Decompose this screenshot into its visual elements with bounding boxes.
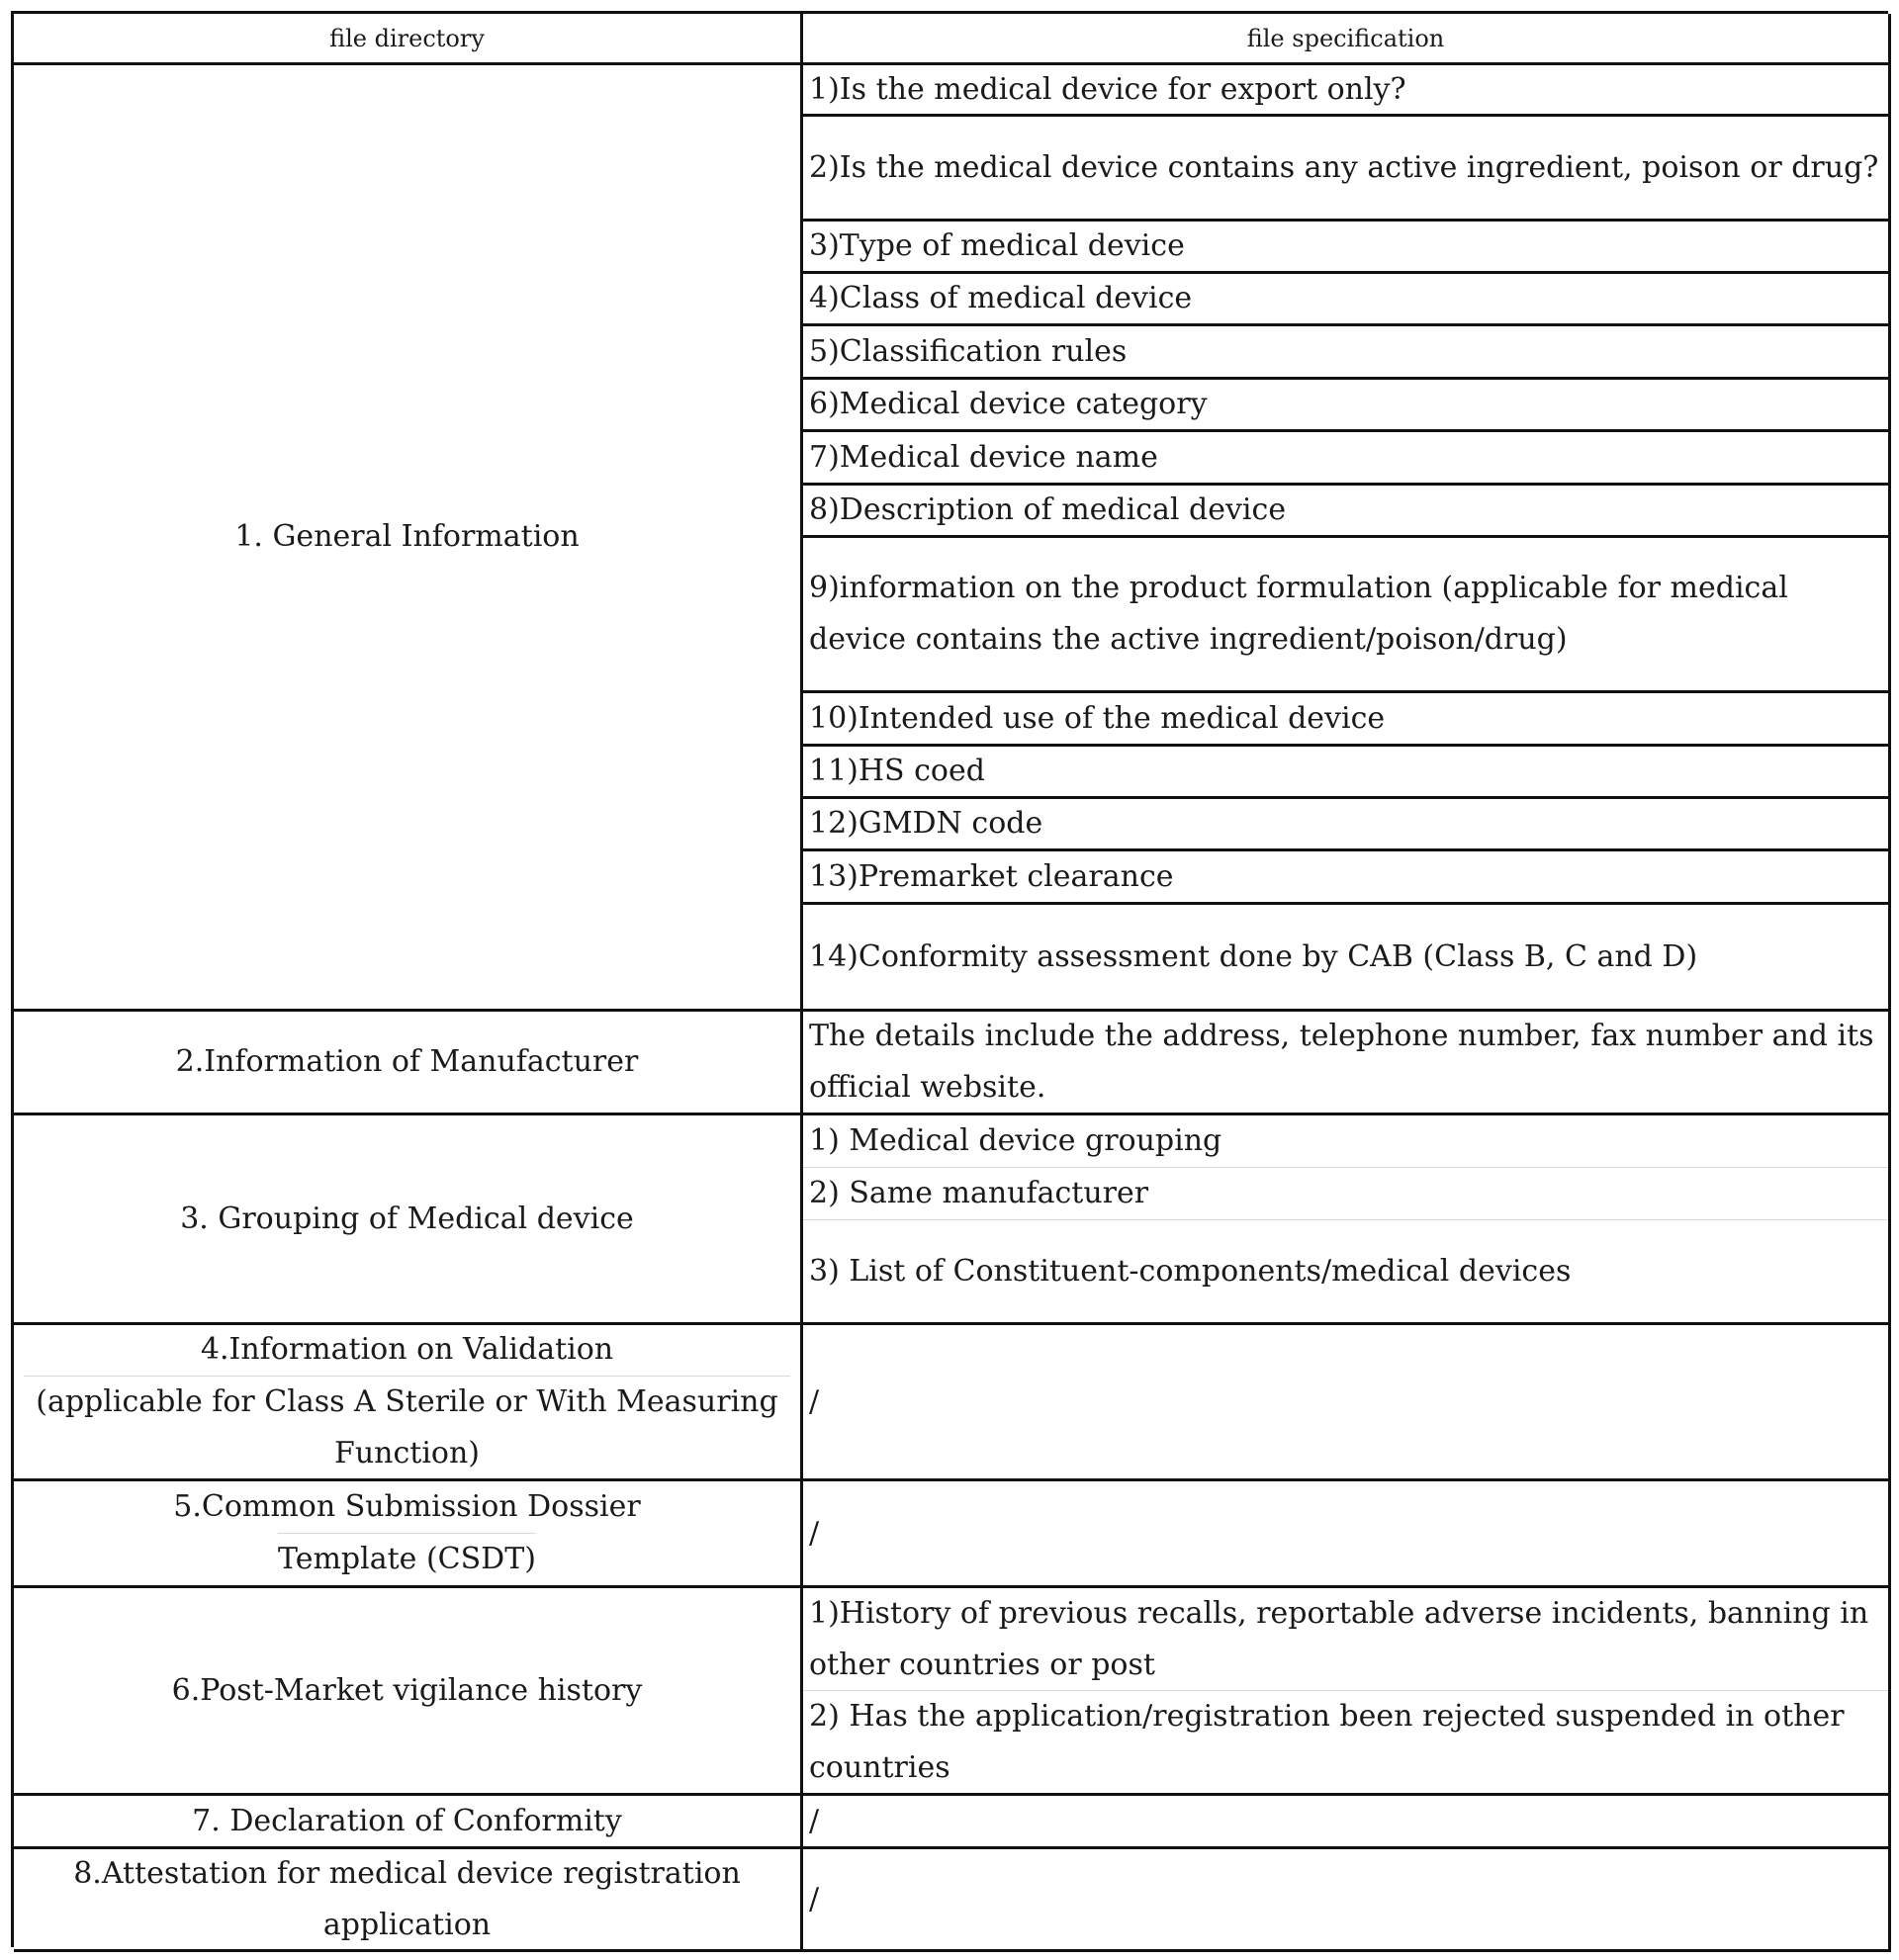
spec-item: 10)Intended use of the medical device [803,693,1888,747]
spec-item: 2)Is the medical device contains any active ingredient, poison or drug? [803,117,1888,222]
directory-information-of-manufacturer [14,1012,803,1115]
spec-item: 3) List of Constituent-components/medical devices [809,1253,1572,1289]
file-table [11,11,1888,1947]
spec-item: 8)Description of medical device [803,486,1888,538]
spec-item: 1)Is the medical device for export only? [803,65,1888,117]
directory-label: 2.Information of Manufacturer [175,1044,639,1079]
directory-grouping-of-medical-device [14,1115,803,1325]
spec-item: 4)Class of medical device [803,274,1888,326]
spec-item: 7)Medical device name [803,432,1888,486]
directory-sublabel: Template (CSDT) [278,1533,536,1585]
spec-attestation-empty: / [803,1849,1891,1952]
directory-csdt [14,1481,803,1588]
spec-declaration-empty: / [803,1796,1891,1849]
directory-post-market-vigilance [14,1588,803,1796]
spec-item: 2) Same manufacturer [803,1168,1888,1220]
spec-csdt-empty: / [803,1481,1891,1588]
directory-general-information [14,65,803,1012]
directory-sublabel: (applicable for Class A Sterile or With Measuring Function) [24,1376,790,1479]
spec-item: 1) Medical device grouping [803,1115,1888,1168]
directory-label: 5.Common Submission Dossier [173,1489,641,1524]
directory-label: 4.Information on Validation [200,1332,614,1367]
spec-general-information [803,65,1891,1012]
directory-label: 1. General Information [234,519,580,554]
spec-item: 3)Type of medical device [803,222,1888,274]
spec-item: 5)Classification rules [803,326,1888,380]
header-file-specification: file specification [803,14,1891,65]
spec-item: 9)information on the product formulation (applicable for medical device contains the active ingredient/poison/drug) [803,538,1888,693]
spec-grouping-of-medical-device [803,1115,1891,1325]
directory-declaration-of-conformity [14,1796,803,1849]
spec-item: 6)Medical device category [803,380,1888,432]
spec-item: 14)Conformity assessment done by CAB (Class B, C and D) [809,938,1698,974]
directory-label: 7. Declaration of Conformity [192,1803,622,1838]
directory-label: 8.Attestation for medical device registration application [73,1855,741,1942]
spec-item: 12)GMDN code [803,799,1888,851]
spec-item: 1)History of previous recalls, reportable adverse incidents, banning in other countries or post [803,1588,1888,1691]
spec-validation-empty: / [803,1325,1891,1481]
spec-item: 2) Has the application/registration been rejected suspended in other countries [809,1698,1845,1785]
directory-attestation [14,1849,803,1952]
spec-item: 13)Premarket clearance [803,851,1888,905]
directory-information-on-validation [14,1325,803,1481]
directory-label: 6.Post-Market vigilance history [171,1672,643,1708]
directory-label: 3. Grouping of Medical device [180,1201,634,1236]
spec-post-market-vigilance [803,1588,1891,1796]
spec-item: The details include the address, telephone number, fax number and its official website. [809,1019,1874,1105]
spec-item: 11)HS coed [803,747,1888,799]
spec-information-of-manufacturer [803,1012,1891,1115]
header-file-directory: file directory [14,14,803,65]
